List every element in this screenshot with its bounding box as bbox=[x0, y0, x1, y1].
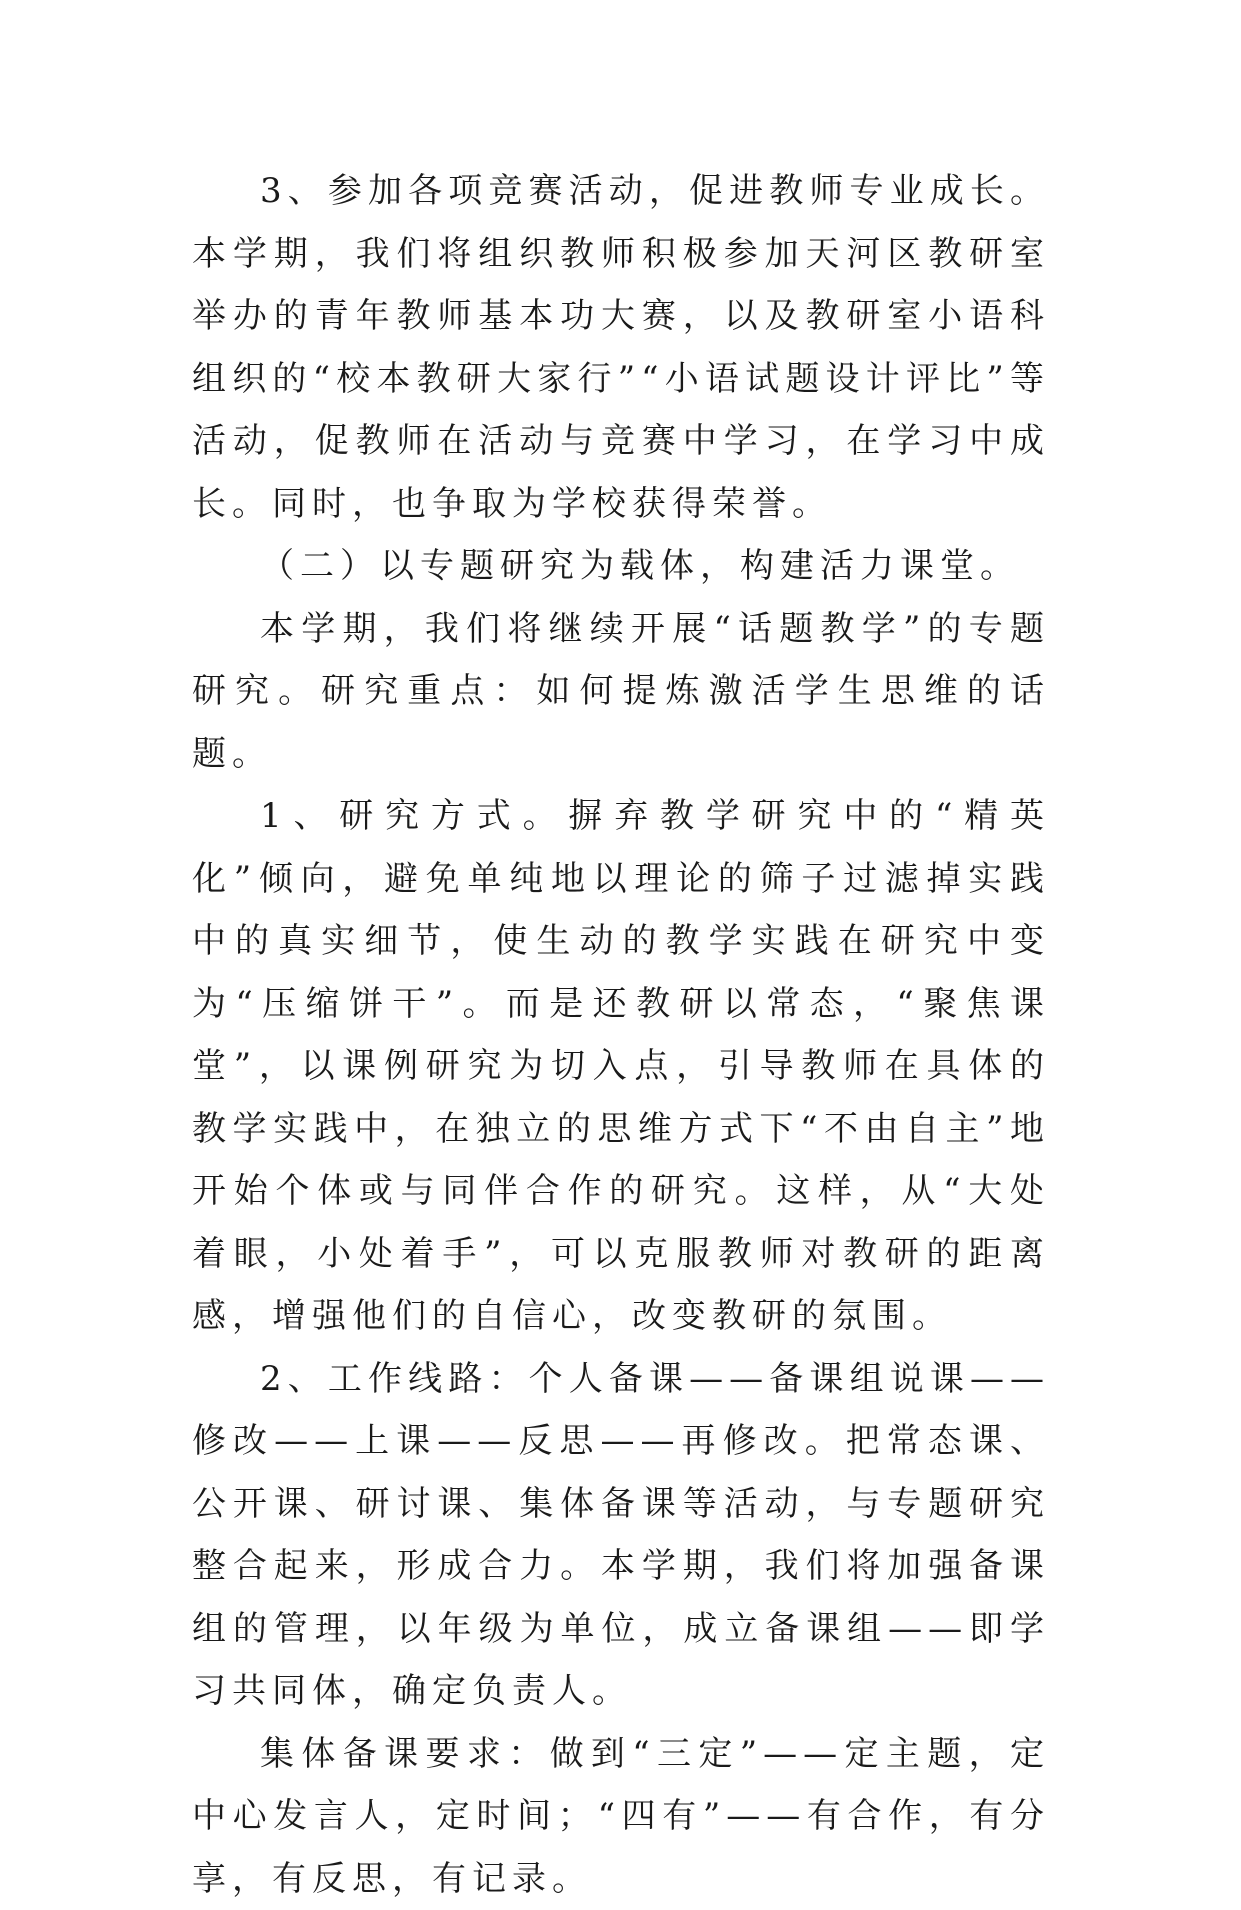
paragraph-competitions: 3、参加各项竞赛活动，促进教师专业成长。本学期，我们将组织教师积极参加天河区教研室举办的青年教师基本功大赛，以及教研室小语科组织的“校本教研大家行”“小语试题设计评比”等活动，促教师在活动与竞赛中学习，在学习中成长。同时，也争取为学校获得荣誉。 bbox=[192, 160, 1050, 535]
paragraph-group-preparation: 集体备课要求：做到“三定”——定主题，定中心发言人，定时间；“四有”——有合作，有分享，有反思，有记录。 bbox=[192, 1723, 1050, 1910]
paragraph-work-route: 2、工作线路：个人备课——备课组说课——修改——上课——反思——再修改。把常态课、公开课、研讨课、集体备课等活动，与专题研究整合起来，形成合力。本学期，我们将加强备课组的管理，以年级为单位，成立备课组——即学习共同体，确定负责人。 bbox=[192, 1348, 1050, 1723]
paragraph-topic-teaching: 本学期，我们将继续开展“话题教学”的专题研究。研究重点：如何提炼激活学生思维的话题。 bbox=[192, 598, 1050, 786]
section-heading-topic-research: （二）以专题研究为载体，构建活力课堂。 bbox=[192, 535, 1050, 598]
document-body bbox=[192, 160, 1050, 1910]
paragraph-research-method: 1、研究方式。摒弃教学研究中的“精英化”倾向，避免单纯地以理论的筛子过滤掉实践中的真实细节，使生动的教学实践在研究中变为“压缩饼干”。而是还教研以常态，“聚焦课堂”，以课例研究为切入点，引导教师在具体的教学实践中，在独立的思维方式下“不由自主”地开始个体或与同伴合作的研究。这样，从“大处着眼，小处着手”，可以克服教师对教研的距离感，增强他们的自信心，改变教研的氛围。 bbox=[192, 785, 1050, 1348]
